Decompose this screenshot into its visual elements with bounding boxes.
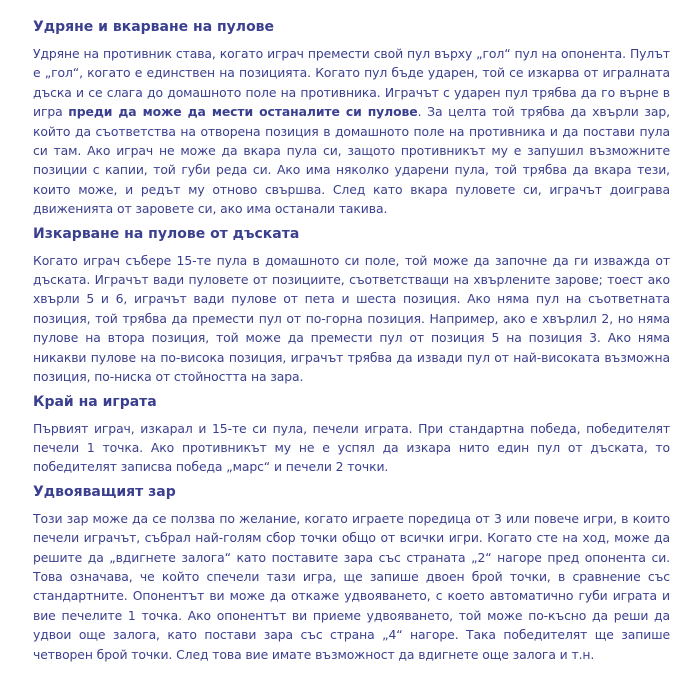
section-paragraph [33,44,670,219]
section-heading: Удряне и вкарване на пулове [33,19,275,35]
paragraph-text: . За целта той трябва да хвърли зар, който да съответства на отворена позиция в домашното поле на противника и да постави пула си там. Ако играч не може да вкара пула си, защото противникът му е запушил възможните позиции с капии, той губи реда си. Ако има няколко ударени пула, той трябва да вкара тези, които може, и редът му отново свършва. След като вкара пуловете си, играчът доиграва движенията от заровете си, ако има останали такива. [33,104,670,217]
emphasis-text: преди да може да мести останалите си пулове [68,104,418,120]
section-paragraph: Когато играч събере 15-те пула в домашното си поле, той може да започне да ги изважда от дъската. Играчът вади пуловете от позициите, съответстващи на хвърлените зарове; тоест ако хвърли 5 и 6, играчът вади пулове от пета и шеста позиция. Ако няма пул на съответната позиция, той трябва да премести пул от по-горна позиция. Например, ако е хвърлил 2, но няма пулове на втора позиция, той може да премести пул от позиция 5 на позиция 3. Ако няма никакви пулове на по-висока позиция, играчът трябва да извади пул от най-високата възможна позиция, по-ниска от стойността на зара. [33,252,670,385]
section-paragraph: Този зар може да се ползва по желание, когато играете поредица от 3 или повече игри, в които печели играчът, събрал най-голям сбор точки общо от всички игри. Когато сте на ход, може да решите да „вдигнете залога“ като поставите зара със страната „2“ нагоре пред опонента си. Това означава, че който спечели тази игра, ще запише двоен брой точки, в сравнение със стандартните. Опонентът ви може да откаже удвояването, с което автоматично губи играта и вие печелите 1 точка. Ако опонентът ви приеме удвояването, той може по-късно да реши да удвои още залога, като постави зара със страна „4“ нагоре. Така победителят ще запише четворен брой точки. След това вие имате възможност да вдигнете още залога и т.н. [33,510,670,662]
section-heading: Удвояващият зар [33,483,176,500]
section-heading: Изкарване на пулове от дъската [33,225,300,242]
section-heading: Край на играта [33,393,157,410]
section-end-of-game [33,391,670,477]
section-paragraph: Първият играч, изкарал и 15-те си пула, печели играта. При стандартна победа, победителят печели 1 точка. Ако противникът му не е успял да изкара нито един пул от дъската, то победителят записва победа „марс“ и печели 2 точки. [33,420,670,475]
section-doubling-cube [33,481,670,664]
section-hitting [33,16,670,219]
paragraph-text: Удряне на противник става, когато играч премести свой пул върху „гол“ пул на опонента. Пулът е „гол“, когато е единствен на позицията. Когато пул бъде ударен, той се изкарва от игралната дъска и се слага до домашното поле на противника. Играчът с ударен пул трябва да го върне в игра [33,46,670,120]
section-bearing-off [33,223,670,387]
